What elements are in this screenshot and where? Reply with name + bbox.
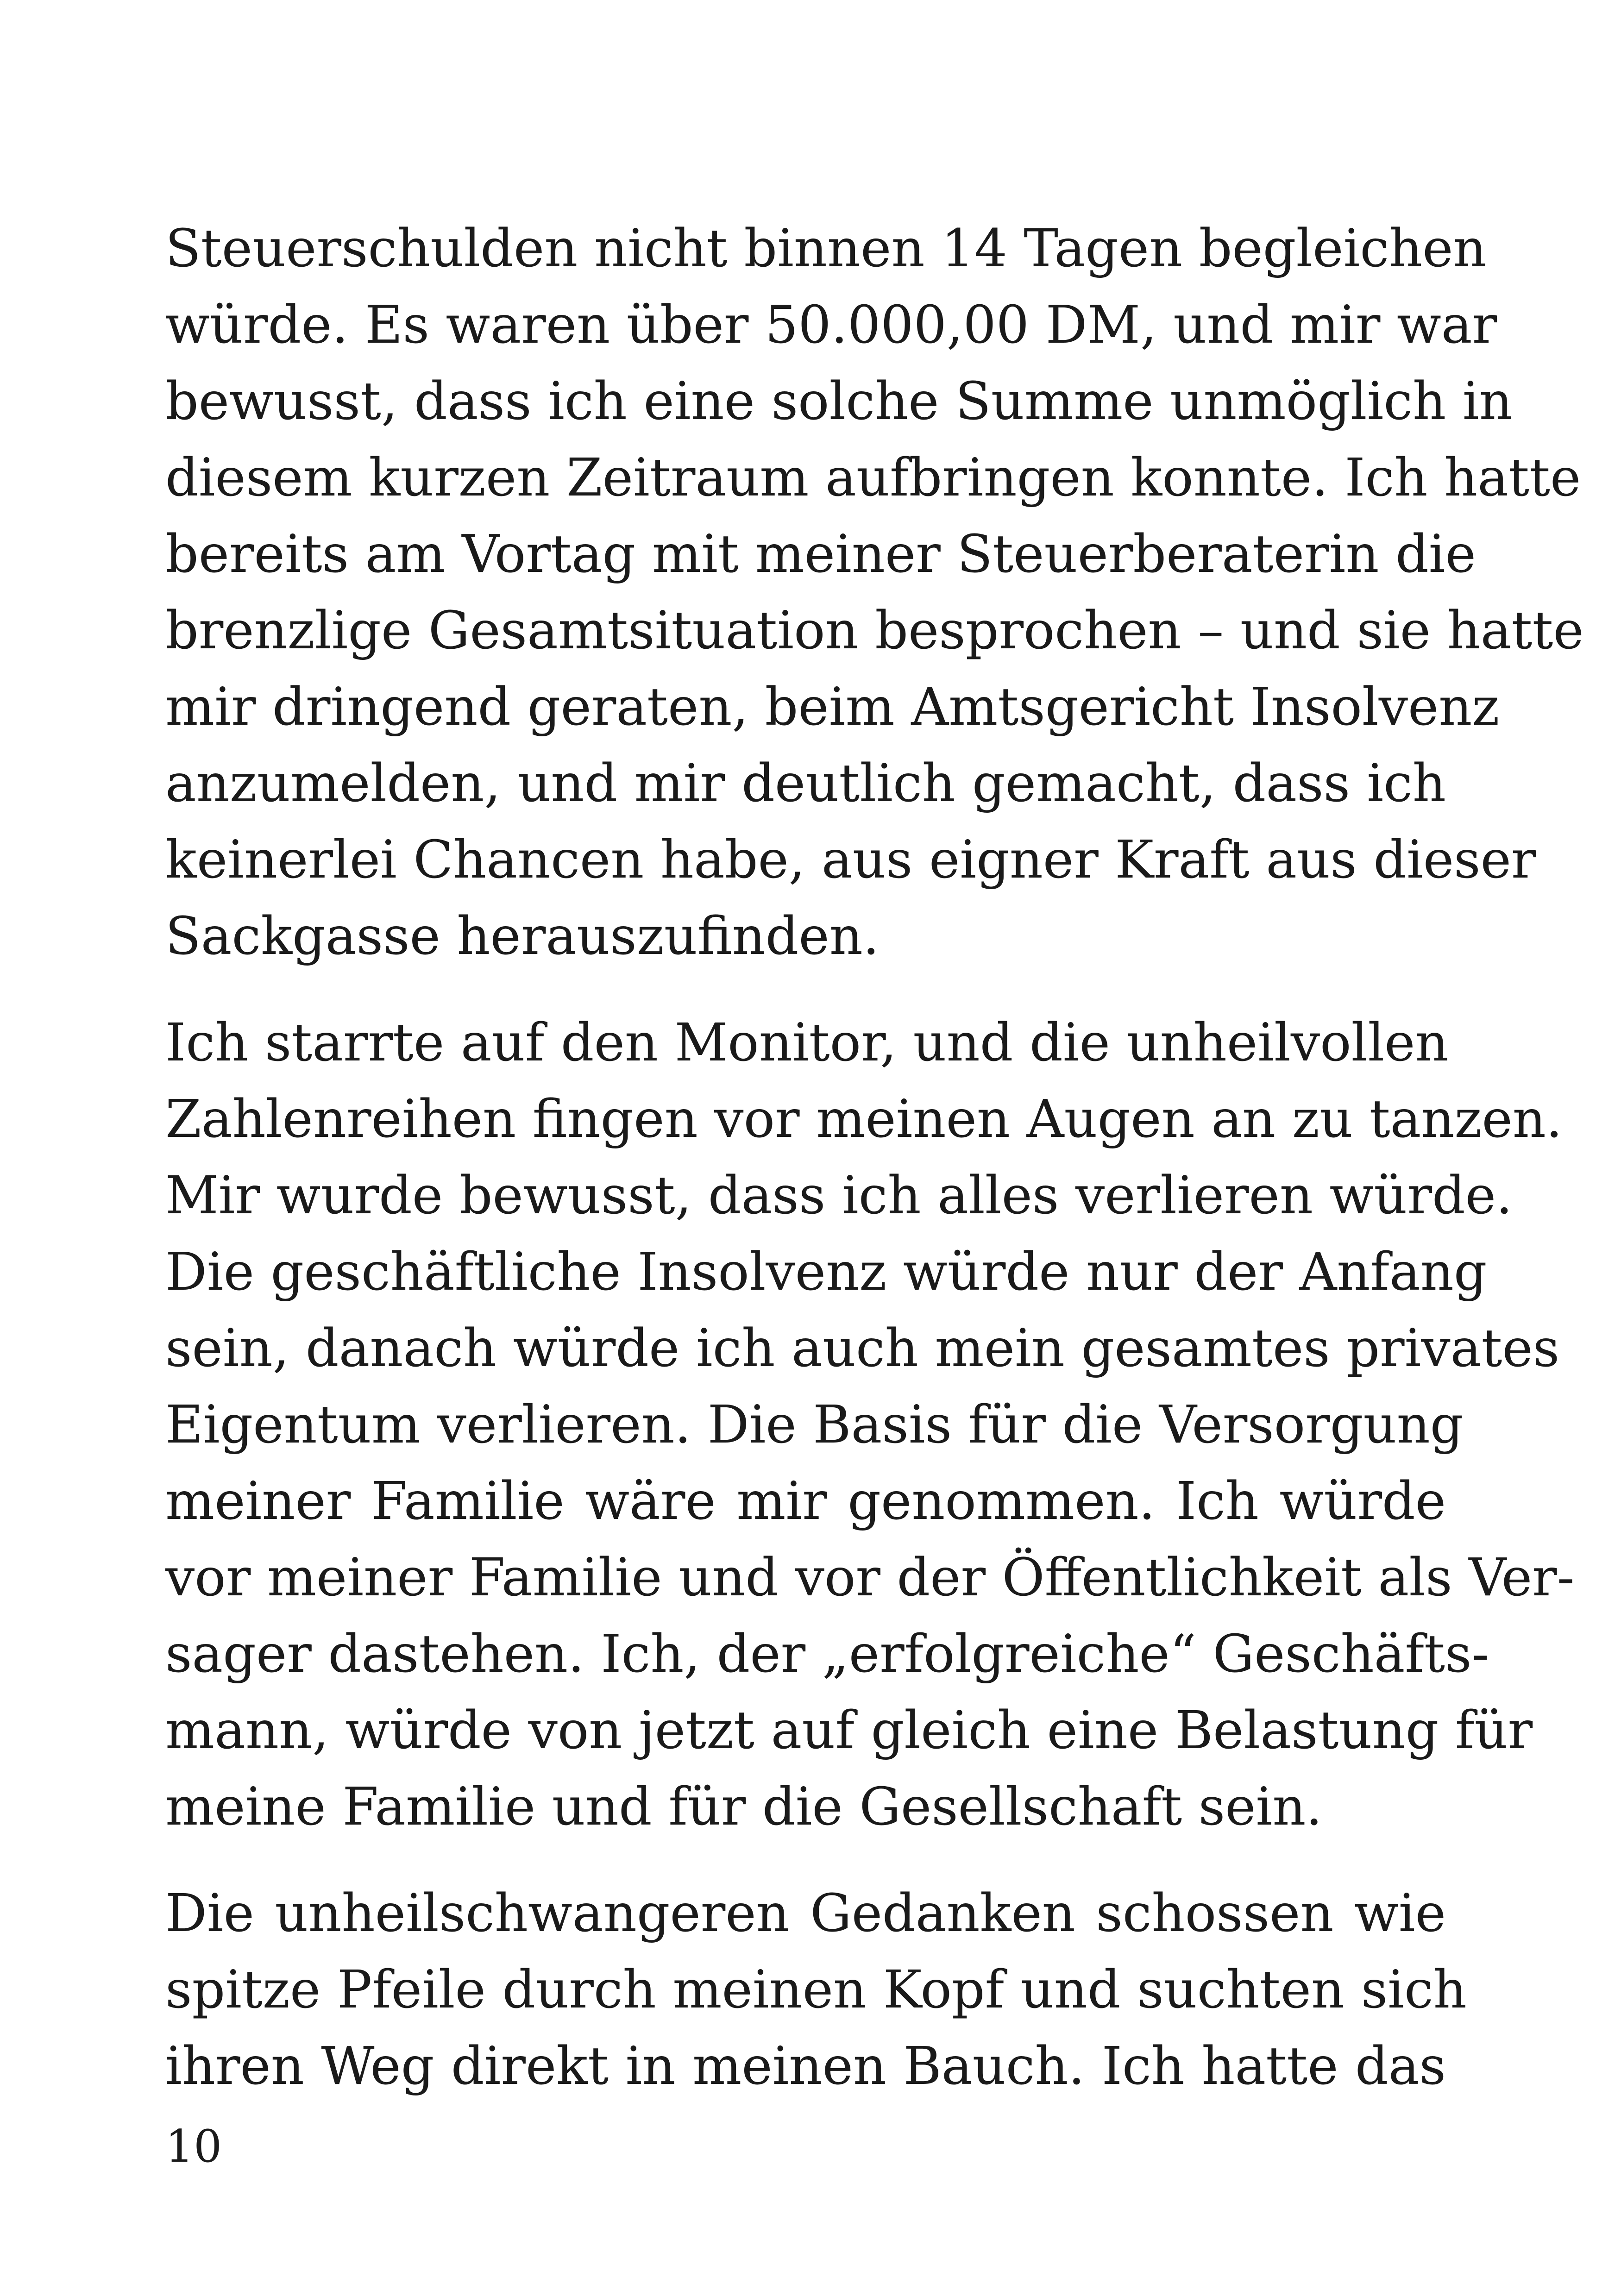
text-line: Sackgasse herauszufinden. [165, 906, 880, 966]
text-line: Die geschäftliche Insolvenz würde nur der Anfang [165, 1242, 1487, 1302]
text-line: mir dringend geraten, beim Amtsgericht Insolvenz [165, 677, 1500, 737]
text-line: Eigentum verlieren. Die Basis für die Versorgung [165, 1395, 1464, 1455]
text-line: diesem kurzen Zeitraum aufbringen konnte. Ich hatte [165, 448, 1581, 508]
text-line: brenzlige Gesamtsituation besprochen – und sie hatte [165, 601, 1584, 661]
text-line: mann, würde von jetzt auf gleich eine Belastung für [165, 1700, 1533, 1761]
text-line: keinerlei Chancen habe, aus eigner Kraft aus dieser [165, 830, 1536, 890]
text-line: vor meiner Familie und vor der Öffentlichkeit als Ver- [165, 1548, 1575, 1608]
text-line: spitze Pfeile durch meinen Kopf und suchten sich [165, 1960, 1467, 2020]
text-line: Steuerschulden nicht binnen 14 Tagen begleichen [165, 219, 1487, 279]
text-line: sein, danach würde ich auch mein gesamtes privates [165, 1318, 1560, 1379]
text-line: anzumelden, und mir deutlich gemacht, dass ich [165, 753, 1446, 814]
page-number: 10 [165, 2120, 222, 2172]
paragraph-2 [165, 1005, 1575, 1845]
text-line: Ich starrte auf den Monitor, und die unheilvollen [165, 1013, 1449, 1073]
text-line: ihren Weg direkt in meinen Bauch. Ich hatte das [165, 2036, 1446, 2096]
text-line: meine Familie und für die Gesellschaft sein. [165, 1777, 1323, 1837]
text-line: bereits am Vortag mit meiner Steuerberaterin die [165, 524, 1476, 584]
text-line: sager dastehen. Ich, der „erfolgreiche“ Geschäfts- [165, 1624, 1489, 1684]
text-line: Mir wurde bewusst, dass ich alles verlieren würde. [165, 1166, 1513, 1226]
text-line: Zahlenreihen fingen vor meinen Augen an zu tanzen. [165, 1089, 1563, 1149]
text-line: würde. Es waren über 50.000,00 DM, und mir war [165, 295, 1497, 355]
body-text [165, 211, 1584, 2135]
paragraph-3 [165, 1876, 1467, 2105]
paragraph-1 [165, 211, 1584, 975]
text-line: meiner Familie wäre mir genommen. Ich würde [165, 1471, 1446, 1531]
text-line: Die unheilschwangeren Gedanken schossen wie [165, 1883, 1446, 1944]
text-line: bewusst, dass ich eine solche Summe unmöglich in [165, 371, 1513, 432]
